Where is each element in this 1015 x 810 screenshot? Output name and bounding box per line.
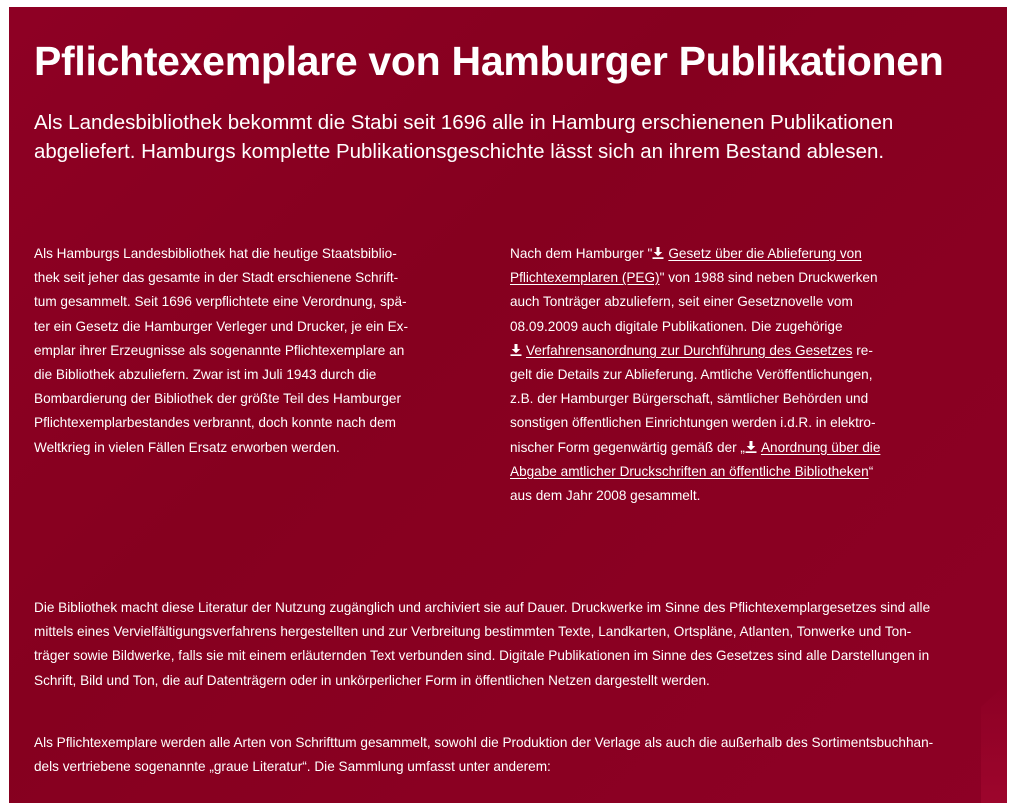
left-column-text — [34, 242, 454, 460]
download-icon — [510, 344, 522, 356]
text-line: aus dem Jahr 2008 gesammelt. — [510, 488, 701, 504]
paragraph-collection-scope — [34, 731, 989, 779]
peg-law-download-link-continued[interactable]: Pflichtexemplaren (PEG) — [510, 270, 660, 286]
peg-law-download-link[interactable]: Gesetz über die Ablieferung von — [668, 246, 862, 261]
text-line: tum gesammelt. Seit 1696 verpflichtete eine Verordnung, spä- — [34, 294, 407, 310]
text-segment: nischer Form gegenwärtig gemäß der „ — [510, 439, 745, 455]
text-line: sonstigen öffentlichen Einrichtungen werden i.d.R. in elektro- — [510, 415, 876, 431]
text-line — [510, 242, 930, 266]
text-line: emplar ihrer Erzeugnisse als sogenannte Pflichtexemplare an — [34, 342, 405, 358]
page-title: Pflichtexemplare von Hamburger Publikationen — [34, 38, 944, 84]
download-icon — [745, 441, 757, 453]
official-publications-order-download-link-continued[interactable]: Abgabe amtlicher Druckschriften an öffentliche Bibliotheken — [510, 463, 869, 479]
text-line: dels vertriebene sogenannte „graue Literatur“. Die Sammlung umfasst unter anderem: — [34, 759, 551, 775]
text-line: Pflichtexemplarbestandes verbrannt, doch konnte nach dem — [34, 415, 396, 431]
official-publications-order-download-link[interactable]: Anordnung über die — [760, 439, 881, 455]
procedure-order-download-link[interactable]: Verfahrensanordnung zur Durchführung des Gesetzes — [526, 342, 853, 358]
text-line: 08.09.2009 auch digitale Publikationen. Die zugehörige — [510, 318, 843, 334]
right-column-text — [510, 242, 930, 508]
text-line: Weltkrieg in vielen Fällen Ersatz erworben werden. — [34, 439, 340, 455]
text-segment: " von 1988 sind neben Druckwerken — [659, 270, 878, 286]
paragraph-usage-archiving — [34, 596, 989, 693]
text-line: Die Bibliothek macht diese Literatur der Nutzung zugänglich und archiviert sie auf Dauer. Druckwerke im Sinne des Pflichtexemplargesetzes sind alle — [34, 600, 931, 615]
text-line: Als Hamburgs Landesbibliothek hat die heutige Staatsbiblio- — [34, 246, 397, 261]
text-line: Schrift, Bild und Ton, die auf Datenträgern oder in unkörperlicher Form in öffentlichen Netzen dargestellt werden. — [34, 672, 710, 688]
text-line: Bombardierung der Bibliothek der größte Teil des Hamburger — [34, 391, 401, 407]
text-line: z.B. der Hamburger Bürgerschaft, sämtlicher Behörden und — [510, 391, 869, 407]
text-line — [510, 460, 930, 484]
text-line — [510, 339, 930, 363]
text-line: gelt die Details zur Ablieferung. Amtliche Veröffentlichungen, — [510, 367, 873, 383]
text-line: thek seit jeher das gesamte in der Stadt erschienene Schrift- — [34, 270, 399, 286]
text-segment: Nach dem Hamburger " — [510, 246, 653, 261]
content-panel — [9, 7, 1007, 803]
text-line — [510, 266, 930, 290]
text-line — [510, 436, 930, 460]
text-line: träger sowie Bildwerke, falls sie mit einem erläuternden Text verbunden sind. Digitale Publikationen im Sinne des Gesetzes sind alle Darstellungen in — [34, 648, 930, 664]
text-line: ter ein Gesetz die Hamburger Verleger und Drucker, je ein Ex- — [34, 318, 409, 334]
download-icon — [652, 247, 664, 259]
text-line: Als Pflichtexemplare werden alle Arten von Schrifttum gesammelt, sowohl die Produktion der Verlage als auch die außerhalb des Sortimentsbuchhan- — [34, 735, 934, 750]
text-line: die Bibliothek abzuliefern. Zwar ist im Juli 1943 durch die — [34, 367, 377, 383]
text-segment: re- — [852, 342, 873, 358]
lead-text — [34, 108, 994, 166]
text-segment: “ — [868, 463, 874, 479]
lead-line: abgeliefert. Hamburgs komplette Publikationsgeschichte lässt sich an ihrem Bestand ablesen. — [34, 140, 885, 163]
text-line: auch Tonträger abzuliefern, seit einer Gesetznovelle vom — [510, 294, 853, 310]
lead-line: Als Landesbibliothek bekommt die Stabi seit 1696 alle in Hamburg erschienenen Publikationen — [34, 111, 894, 134]
text-line: mittels eines Vervielfältigungsverfahrens hergestellten und zur Verbreitung bestimmten Texte, Landkarten, Ortspläne, Atlanten, Tonwerke und Ton- — [34, 624, 912, 640]
